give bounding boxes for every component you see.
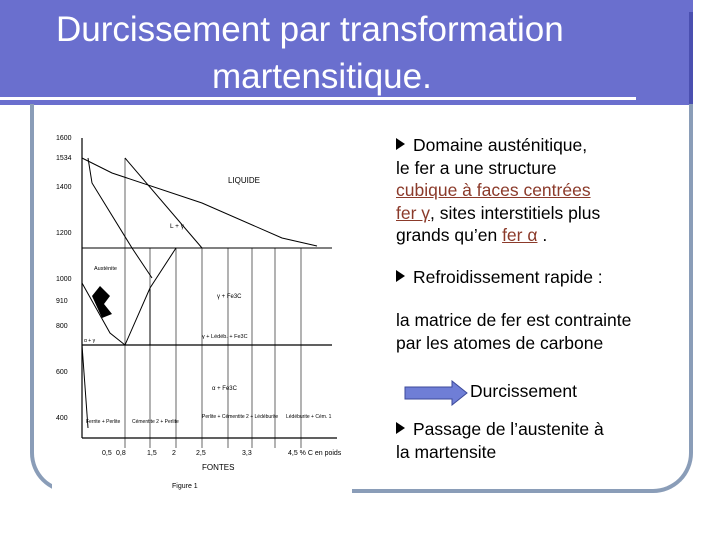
link-fer-gamma[interactable]: fer γ (396, 202, 431, 223)
y-tick: 1600 (56, 135, 72, 142)
x-tick: 3,3 (242, 450, 252, 457)
y-tick: 1400 (56, 184, 72, 191)
slide-title-line-2: martensitique. (212, 57, 432, 96)
x-tick: 0,8 (116, 450, 126, 457)
x-tick: 2,5 (196, 450, 206, 457)
x-tick: 1,5 (147, 450, 157, 457)
title-bar-edge (689, 12, 693, 105)
y-tick: 910 (56, 298, 68, 305)
bullet-arrow-icon (396, 138, 405, 150)
y-tick: 400 (56, 415, 68, 422)
figure-caption: Figure 1 (172, 483, 198, 490)
region-label: LIQUIDE (228, 176, 261, 185)
bullet-1: Domaine austénitique, le fer a une structure cubique à faces centrées fer γ, sites interstitiels plus grands qu’en fer α . (396, 135, 601, 245)
region-label: Cémentite 2 + Perlite (132, 419, 179, 425)
region-label: γ + Fe3C (217, 294, 242, 300)
x-tick: 2 (172, 450, 176, 457)
bullet-list (396, 134, 696, 354)
durcissement-row (404, 380, 704, 406)
bullet-arrow-icon (396, 422, 405, 434)
bullet-arrow-icon (396, 270, 405, 282)
title-bar (0, 0, 693, 105)
y-tick: 1200 (56, 230, 72, 237)
link-fer-alpha[interactable]: fer α (502, 225, 538, 245)
durcissement-label: Durcissement (470, 381, 577, 401)
paragraph-matrix: la matrice de fer est contrainte par les atomes de carbone (396, 310, 632, 353)
region-label: Austénite (94, 266, 117, 272)
region-label: L + γ (170, 223, 185, 230)
title-underline (0, 97, 636, 100)
region-label: α + γ (84, 338, 96, 344)
y-tick: 800 (56, 323, 68, 330)
y-tick: 1534 (56, 155, 72, 162)
bullet-list-bottom (396, 418, 696, 463)
region-label: Perlite + Cémentite 2 + Lédéburite (202, 414, 279, 420)
x-axis-label: FONTES (202, 463, 235, 472)
region-label: Lédéburite + Cém. 1 (286, 414, 332, 420)
x-tick: 4,5 % C en poids (288, 450, 342, 457)
slide-title-line-1: Durcissement par transformation (56, 10, 564, 49)
region-label: α + Fe3C (212, 386, 237, 392)
x-tick: 0,5 (102, 450, 112, 457)
right-arrow-icon (404, 380, 468, 406)
region-label: Ferrite + Perlite (86, 419, 121, 425)
y-tick: 1000 (56, 276, 72, 283)
bullet-2: Refroidissement rapide : (396, 266, 696, 289)
y-tick: 600 (56, 369, 68, 376)
bullet-3: Passage de l’austenite à la martensite (396, 419, 604, 462)
region-label: γ + Lédéb. + Fe3C (202, 334, 248, 340)
link-cubic-fcc[interactable]: cubique à faces centrées (396, 180, 591, 200)
iron-carbon-phase-diagram (52, 128, 352, 493)
